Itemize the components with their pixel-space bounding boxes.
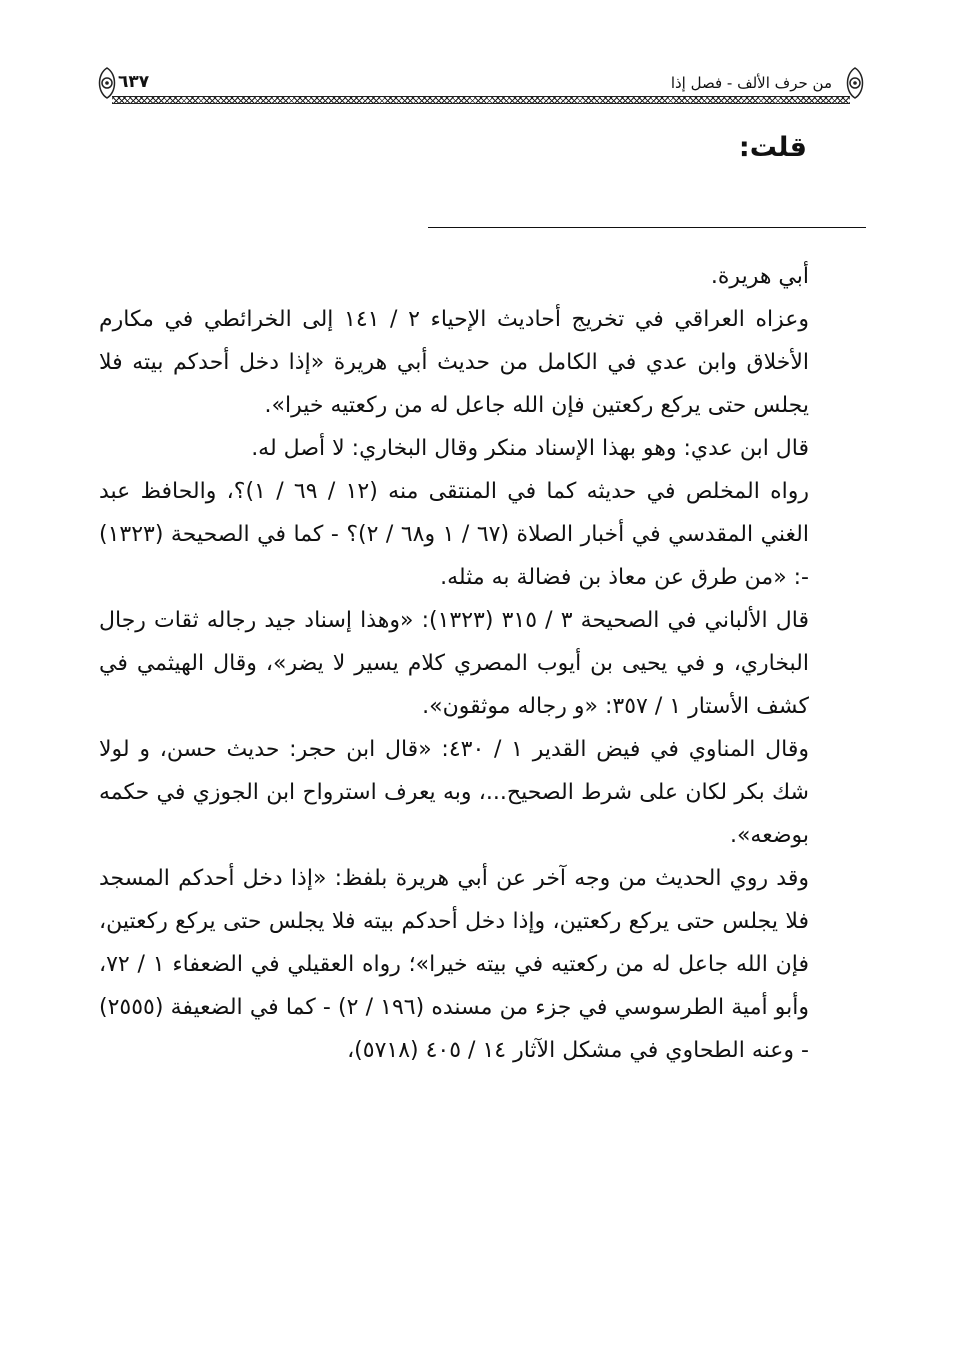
ornament-icon [840, 66, 870, 100]
page-number: ٦٣٧ [118, 72, 150, 92]
running-title: من حرف الألف - فصل إذا [670, 74, 832, 92]
paragraph: وقال المناوي في فيض القدير ١ / ٤٣٠: «قال ابن حجر: حديث حسن، و لولا شك بكر لكان على شرط الصحيح...، وبه يعرف استرواح ابن الجوزي في حكمه بوضعه». [99, 737, 809, 848]
page-header [92, 60, 870, 106]
footnote-separator [428, 227, 866, 228]
paragraph: وعزاه العراقي في تخريج أحاديث الإحياء ٢ / ١٤١ إلى الخرائطي في مكارم الأخلاق وابن عدي في الكامل من حديث أبي هريرة «إذا دخل أحدكم بيته فلا يجلس حتى يركع ركعتين فإن الله جاعل له من ركعتيه خيرا». [99, 307, 809, 418]
footnote-body [99, 255, 809, 1072]
section-heading: قلت: [738, 132, 807, 163]
header-border [112, 96, 850, 104]
paragraph: رواه المخلص في حديثه كما في المنتقى منه (١٢ / ٦٩ / ١)؟، والحافظ عبد الغني المقدسي في أخبار الصلاة (٦٧ / ١ و٦٨ / ٢)؟ - كما في الصحيحة (١٣٢٣) -: «من طرق عن معاذ بن فضالة به مثله. [99, 479, 809, 590]
paragraph: وقد روي الحديث من وجه آخر عن أبي هريرة بلفظ: «إذا دخل أحدكم المسجد فلا يجلس حتى يركع ركعتين، وإذا دخل أحدكم بيته فلا يجلس حتى يركع ركعتين، فإن الله جاعل له من ركعتيه في بيته خيرا»؛ رواه العقيلي في الضعفاء ١ / ٧٢، وأبو أمية الطرسوسي في جزء من مسنده (١٩٦ / ٢) - كما في الضعيفة (٢٥٥٥) - وعنه الطحاوي في مشكل الآثار ١٤ / ٤٠٥ (٥٧١٨)، [99, 866, 809, 1063]
paragraph: قال ابن عدي: وهو بهذا الإسناد منكر وقال البخاري: لا أصل له. [251, 436, 809, 461]
paragraph: أبي هريرة. [710, 264, 809, 289]
paragraph: قال الألباني في الصحيحة ٣ / ٣١٥ (١٣٢٣): «وهذا إسناد جيد رجاله ثقات رجال البخاري، و في يحيى بن أيوب المصري كلام يسير لا يضر»، وقال الهيثمي في كشف الأستار ١ / ٣٥٧: «و رجاله موثقون». [99, 608, 809, 719]
